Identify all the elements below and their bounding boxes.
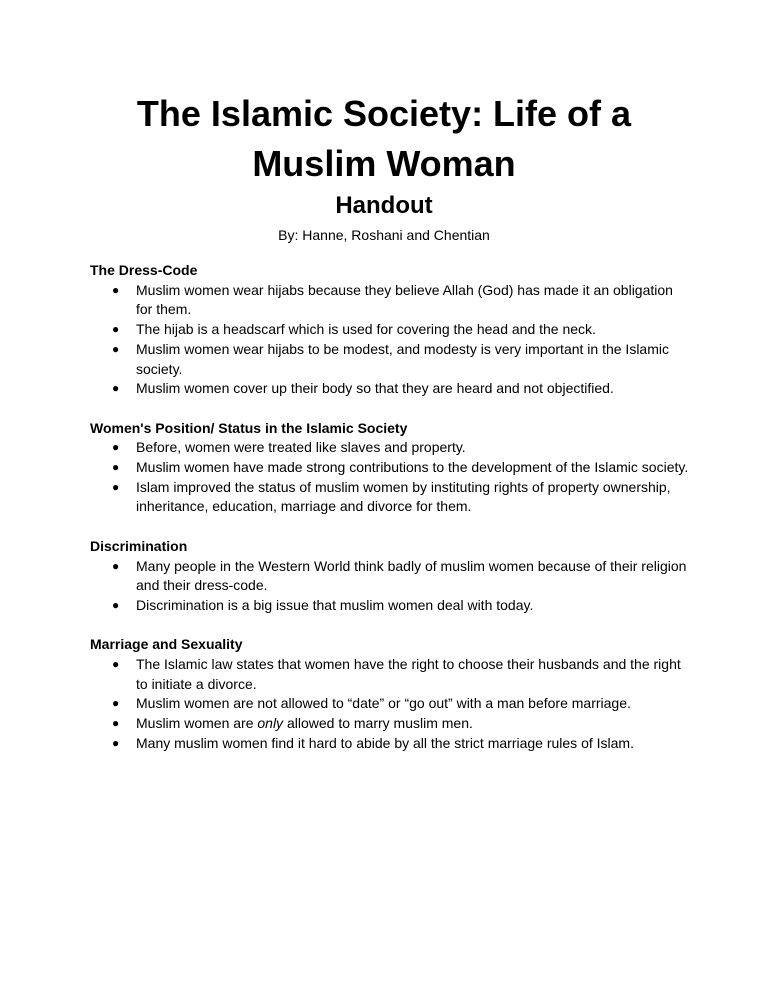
bullet-list <box>90 655 690 754</box>
list-item-text: Muslim women wear hijabs to be modest, and modesty is very important in the Islamic society. <box>136 340 669 377</box>
bullet-icon: ● <box>112 322 120 337</box>
bullet-icon: ● <box>112 696 120 711</box>
list-item-text: Discrimination is a big issue that muslim women deal with today. <box>136 596 534 613</box>
bullet-icon: ● <box>112 735 120 750</box>
document-title: The Islamic Society: Life of a Muslim Woman <box>136 93 632 184</box>
list-item <box>90 596 690 616</box>
bullet-icon: ● <box>112 597 120 612</box>
bullet-list <box>90 438 690 517</box>
list-item <box>90 694 690 714</box>
list-item <box>90 320 690 340</box>
bullet-list <box>90 281 690 399</box>
document-header <box>0 89 768 244</box>
document-body <box>90 261 690 773</box>
emphasized-text: only <box>257 715 284 732</box>
section-heading: Women's Position/ Status in the Islamic Society <box>90 419 408 436</box>
list-item <box>90 478 690 517</box>
list-item-text: Muslim women wear hijabs because they believe Allah (God) has made it an obligation for them. <box>136 281 673 318</box>
list-item-text: The Islamic law states that women have the right to choose their husbands and the right to initiate a divorce. <box>136 656 681 692</box>
document-subtitle: Handout <box>335 192 433 219</box>
list-item <box>90 458 690 478</box>
list-item-text: Many people in the Western World think badly of muslim women because of their religion and their dress-code. <box>136 557 687 594</box>
list-item-text: Many muslim women find it hard to abide by all the strict marriage rules of Islam. <box>136 734 634 751</box>
section-heading: Marriage and Sexuality <box>90 636 243 653</box>
list-item-text: Muslim women cover up their body so that they are heard and not objectified. <box>136 380 614 397</box>
section-womens-status <box>90 419 690 518</box>
list-item <box>90 714 690 734</box>
bullet-icon: ● <box>112 460 120 475</box>
section-marriage <box>90 635 690 753</box>
list-item-text <box>136 715 473 731</box>
list-item-text: Muslim women are not allowed to “date” or “go out” with a man before marriage. <box>136 695 631 712</box>
section-heading: Discrimination <box>90 537 188 554</box>
list-item <box>90 557 690 596</box>
section-discrimination <box>90 537 690 616</box>
bullet-icon: ● <box>112 381 120 396</box>
text-run: Muslim women are <box>136 715 258 732</box>
section-heading: The Dress-Code <box>90 262 198 278</box>
bullet-list <box>90 557 690 616</box>
bullet-icon: ● <box>112 716 120 731</box>
list-item <box>90 438 690 458</box>
bullet-icon: ● <box>112 558 120 573</box>
list-item <box>90 379 690 399</box>
list-item <box>90 655 690 694</box>
list-item-text: Muslim women have made strong contributions to the development of the Islamic society. <box>136 459 689 476</box>
text-run: allowed to marry muslim men. <box>283 715 473 732</box>
list-item-text: Before, women were treated like slaves and property. <box>136 439 466 456</box>
author-byline: By: Hanne, Roshani and Chentian <box>278 227 490 243</box>
bullet-icon: ● <box>112 657 120 672</box>
section-dress-code <box>90 261 690 399</box>
bullet-icon: ● <box>112 341 120 356</box>
list-item <box>90 734 690 754</box>
bullet-icon: ● <box>112 479 120 494</box>
list-item <box>90 281 690 320</box>
list-item-text: The hijab is a headscarf which is used for covering the head and the neck. <box>136 321 596 338</box>
bullet-icon: ● <box>112 440 120 455</box>
bullet-icon: ● <box>112 282 120 297</box>
list-item-text: Islam improved the status of muslim women by instituting rights of property ownership, inheritance, education, marriage and divorce for them. <box>136 478 671 515</box>
list-item <box>90 340 690 379</box>
